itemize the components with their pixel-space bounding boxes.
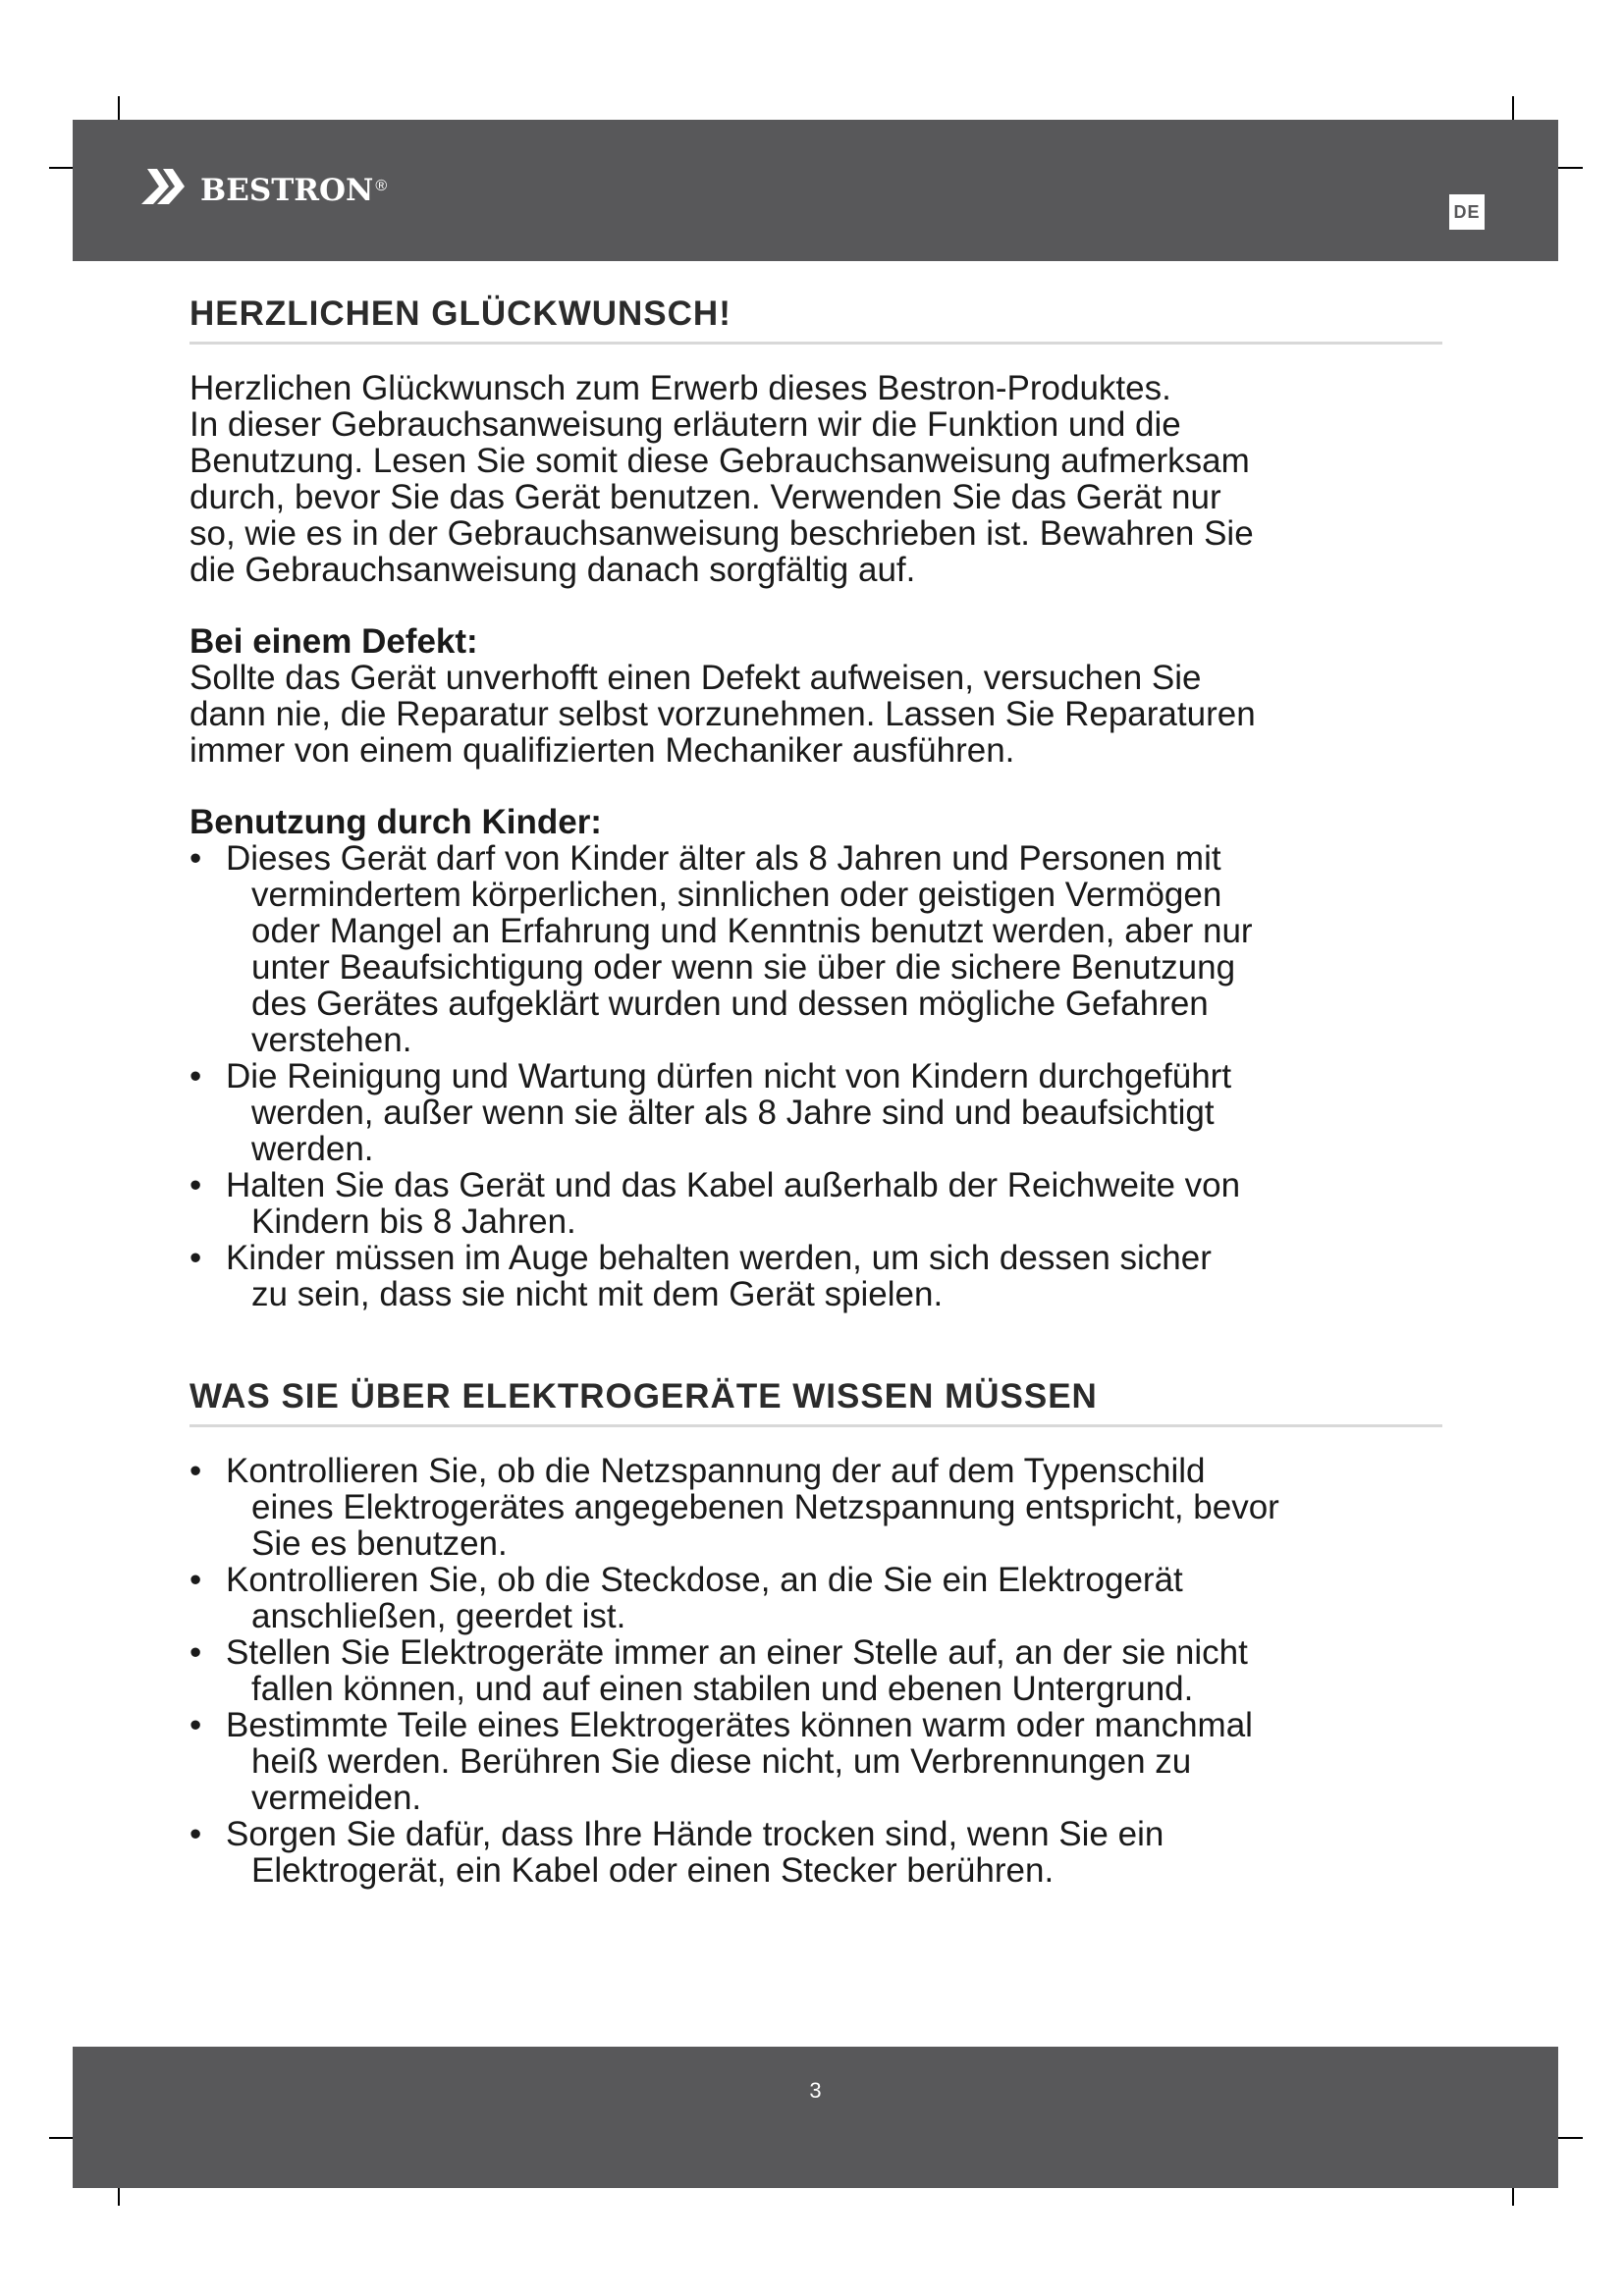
list-item: • Dieses Gerät darf von Kinder älter als 8 Jahren und Personen mit vermindertem körperlichen, sinnlichen oder geistigen Vermögen oder Mangel an Erfahrung und Kenntnis benutzt werden, aber nur unter Beaufsichtigung oder wenn sie über die sichere Benutzung des Gerätes aufgeklärt wurden und dessen mögliche Gefahren verstehen.: [189, 839, 1253, 1059]
text-line: Benutzung. Lesen Sie somit diese Gebrauchsanweisung aufmerksam: [189, 442, 1250, 480]
list-item: • Sorgen Sie dafür, dass Ihre Hände trocken sind, wenn Sie ein Elektrogerät, ein Kabel oder einen Stecker berühren.: [189, 1815, 1164, 1890]
list-item: • Halten Sie das Gerät und das Kabel außerhalb der Reichweite von Kindern bis 8 Jahren.: [189, 1166, 1241, 1241]
section-title-congrats: HERZLICHEN GLÜCKWUNSCH!: [189, 294, 1442, 345]
text-line: In dieser Gebrauchsanweisung erläutern wir die Funktion und die: [189, 405, 1181, 444]
header-band: [73, 120, 1558, 261]
list-item: • Kontrollieren Sie, ob die Netzspannung der auf dem Typenschild eines Elektrogerätes angegebenen Netzspannung entspricht, bevor Sie es benutzen.: [189, 1452, 1279, 1563]
page-number: 3: [809, 2078, 822, 2103]
registered-mark: ®: [375, 177, 388, 194]
language-badge: DE: [1449, 194, 1485, 230]
text-line: dann nie, die Reparatur selbst vorzunehmen. Lassen Sie Reparaturen: [189, 695, 1256, 733]
text-line: durch, bevor Sie das Gerät benutzen. Verwenden Sie das Gerät nur: [189, 478, 1221, 516]
electrical-list: [189, 1453, 1442, 1889]
chevron-logo-icon: [139, 165, 190, 208]
defect-paragraph: [189, 660, 1442, 769]
brand-name: bestron: [200, 161, 374, 211]
text-line: die Gebrauchsanweisung danach sorgfältig auf.: [189, 551, 916, 589]
subheading-children: Benutzung durch Kinder:: [189, 803, 602, 841]
section-title-electrical: WAS SIE ÜBER ELEKTROGERÄTE WISSEN MÜSSEN: [189, 1377, 1442, 1427]
children-list: [189, 840, 1442, 1312]
text-line: so, wie es in der Gebrauchsanweisung beschrieben ist. Bewahren Sie: [189, 514, 1254, 553]
list-item: • Stellen Sie Elektrogeräte immer an einer Stelle auf, an der sie nicht fallen können, und auf einen stabilen und ebenen Untergrund.: [189, 1633, 1248, 1708]
list-item: • Bestimmte Teile eines Elektrogerätes können warm oder manchmal heiß werden. Berühren Sie diese nicht, um Verbrennungen zu vermeiden.: [189, 1706, 1253, 1817]
text-line: Sollte das Gerät unverhofft einen Defekt aufweisen, versuchen Sie: [189, 659, 1202, 697]
footer-band: [73, 2047, 1558, 2188]
intro-paragraph: [189, 406, 1442, 588]
list-item: • Kontrollieren Sie, ob die Steckdose, an die Sie ein Elektrogerät anschließen, geerdet ist.: [189, 1561, 1183, 1635]
list-item: • Die Reinigung und Wartung dürfen nicht von Kindern durchgeführt werden, außer wenn sie älter als 8 Jahre sind und beaufsichtigt werden.: [189, 1057, 1232, 1168]
subheading-defect: Bei einem Defekt:: [189, 622, 478, 661]
list-item: • Kinder müssen im Auge behalten werden, um sich dessen sicher zu sein, dass sie nicht mit dem Gerät spielen.: [189, 1239, 1212, 1313]
text-line: immer von einem qualifizierten Mechaniker ausführen.: [189, 731, 1015, 770]
brand-logo: [139, 161, 387, 211]
page-content: [189, 294, 1442, 1889]
intro-line: Herzlichen Glückwunsch zum Erwerb dieses Bestron-Produktes.: [189, 369, 1171, 407]
